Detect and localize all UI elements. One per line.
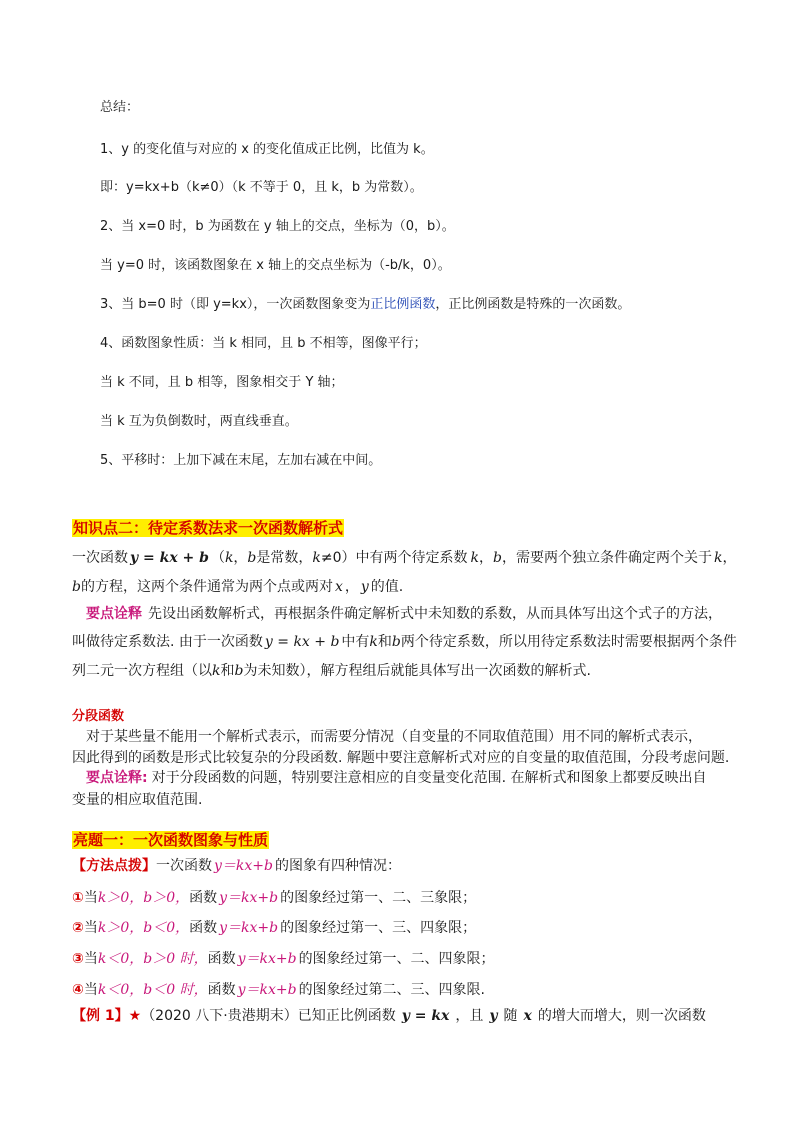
method-tip-line: 【方法点拨】一次函数 y＝kx+b 的图象有四种情况： <box>72 858 401 874</box>
case-4: ④当k＜0，b＜0 时，函数 y＝kx+b 的图象经过第二、三、四象限. <box>72 982 486 998</box>
piecewise-line-1: 对于某些量不能用一个解析式表示，而需要分情况（自变量的不同取值范围）用不同的解析式表示， <box>86 729 702 745</box>
piecewise-tip-line-2: 变量的相应取值范围. <box>72 792 203 808</box>
method-tip-label: 【方法点拨】 <box>72 858 156 874</box>
k2-paragraph-line-2: b的方程，这两个条件通常为两个点或两对 x ， y 的值. <box>72 579 404 595</box>
k2-tip-line-2: 叫做待定系数法. 由于一次函数 y = kx + b 中有k和b两个待定系数，所以用待定系数法时需要根据两个条件 <box>72 634 737 650</box>
k2-paragraph-line-1: 一次函数 y = kx + b （k，b是常数，k≠0）中有两个待定系数 k，b，需要两个独立条件确定两个关于 k， <box>72 550 737 566</box>
piecewise-tip-line-1: 要点诠释: 对于分段函数的问题，特别要注意相应的自变量变化范围. 在解析式和图象上都要反映出自 <box>86 770 707 786</box>
summary-item-2: 2、当 x=0 时，b 为函数在 y 轴上的交点，坐标为（0，b）。 <box>100 219 455 234</box>
summary-item-1-detail: 即：y=kx+b（k≠0）（k 不等于 0，且 k，b 为常数）。 <box>100 180 423 195</box>
example-1-line: 【例 1】★（2020 八下·贵港期末）已知正比例函数 y = kx ，且 y 随 x 的增大而增大，则一次函数 <box>72 1008 706 1024</box>
example-label: 【例 1】 <box>72 1008 129 1024</box>
piecewise-heading: 分段函数 <box>72 709 125 724</box>
k2-tip-line-3: 列二元一次方程组（以k和b为未知数），解方程组后就能具体写出一次函数的解析式. <box>72 663 591 679</box>
summary-item-5: 5、平移时：上加下减在末尾，左加右减在中间。 <box>100 453 382 468</box>
case-3: ③当k＜0，b＞0 时，函数 y＝kx+b 的图象经过第一、二、四象限； <box>72 951 495 967</box>
piecewise-line-2: 因此得到的函数是形式比较复杂的分段函数. 解题中要注意解析式对应的自变量的取值范围，分段考虑问题. <box>72 750 730 766</box>
star-icon: ★ <box>128 1008 142 1024</box>
k2-tip-label: 要点诠释 <box>86 606 142 622</box>
summary-item-4-b: 当 k 不同，且 b 相等，图象相交于 Y 轴； <box>100 375 344 390</box>
proportional-function-link[interactable]: 正比例函数 <box>370 297 436 312</box>
case-2: ②当k＞0，b＜0，函数 y＝kx+b 的图象经过第一、三、四象限； <box>72 920 477 936</box>
summary-title: 总结： <box>100 100 140 115</box>
summary-item-2-detail: 当 y=0 时，该函数图象在 x 轴上的交点坐标为（-b/k，0）。 <box>100 258 451 273</box>
summary-item-3: 3、当 b=0 时（即 y=kx），一次函数图象变为正比例函数，正比例函数是特殊的一次函数。 <box>100 297 631 312</box>
case-1: ①当k＞0，b＞0，函数 y＝kx+b 的图象经过第一、二、三象限； <box>72 890 477 906</box>
topic-1-heading: 亮题一：一次函数图象与性质 <box>73 831 269 849</box>
piecewise-tip-label: 要点诠释: <box>86 770 148 786</box>
k2-tip-line-1: 要点诠释 先设出函数解析式，再根据条件确定解析式中未知数的系数，从而具体写出这个式子的方法， <box>86 606 722 622</box>
knowledge-point-2-heading: 知识点二：待定系数法求一次函数解析式 <box>73 519 344 537</box>
summary-item-1: 1、y 的变化值与对应的 x 的变化值成正比例，比值为 k。 <box>100 142 434 157</box>
summary-item-4: 4、函数图象性质：当 k 相同，且 b 不相等，图像平行； <box>100 336 427 351</box>
summary-item-4-c: 当 k 互为负倒数时，两直线垂直。 <box>100 414 298 429</box>
